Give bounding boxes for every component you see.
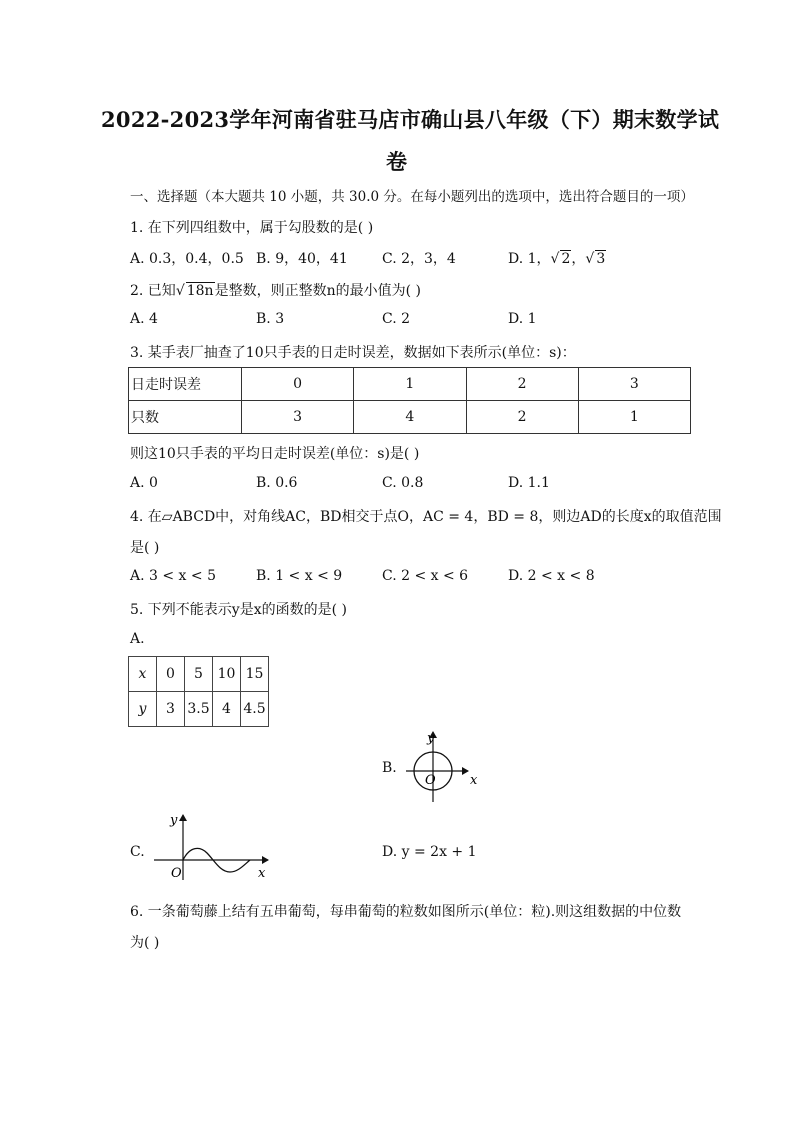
table-cell: 10	[213, 657, 241, 692]
q2-option-d: D. 1	[508, 311, 537, 327]
q5-circle-graph	[400, 726, 490, 804]
q5-option-d: D. y = 2x + 1	[382, 844, 477, 860]
q3-data-table	[128, 367, 691, 434]
q4-option-b: B. 1 < x < 9	[256, 568, 343, 584]
q6-stem-line2: 为( )	[130, 935, 160, 951]
table-cell: 1	[578, 401, 690, 434]
table-cell: 2	[466, 401, 578, 434]
q1-option-d-sep: ，	[571, 251, 586, 267]
q1-option-c: C. 2，3，4	[382, 251, 456, 267]
table-cell: 2	[466, 368, 578, 401]
q2-option-a: A. 4	[130, 311, 158, 327]
table-cell: 4	[213, 692, 241, 727]
q1-option-a: A. 0.3，0.4，0.5	[130, 251, 244, 267]
y-axis-label: y	[170, 813, 178, 828]
table-cell: 0	[242, 368, 354, 401]
table-cell: 只数	[129, 401, 242, 434]
q4-option-c: C. 2 < x < 6	[382, 568, 469, 584]
x-axis-label: x	[258, 866, 266, 881]
q2-stem	[130, 280, 421, 300]
sqrt-symbol: √ 2	[550, 251, 571, 267]
q2-option-c: C. 2	[382, 311, 411, 327]
sqrt-symbol: √ 3	[585, 251, 606, 267]
q1-option-d-prefix: D. 1，	[508, 251, 551, 267]
q3-option-c: C. 0.8	[382, 475, 424, 491]
table-cell: 4	[354, 401, 466, 434]
table-cell: 15	[241, 657, 269, 692]
table-cell: 日走时误差	[129, 368, 242, 401]
q5-stem: 5. 下列不能表示y是x的函数的是( )	[130, 602, 347, 618]
table-row	[129, 401, 691, 434]
section-heading: 一、选择题（本大题共 10 小题，共 30.0 分。在每小题列出的选项中，选出符合题目的一项）	[130, 189, 694, 205]
q5-wave-graph	[150, 810, 275, 882]
y-axis-label: y	[427, 731, 435, 746]
q2-stem-prefix: 2. 已知	[130, 283, 176, 299]
q3-stem: 3. 某手表厂抽查了10只手表的日走时误差，数据如下表所示(单位：s)：	[130, 345, 576, 361]
sqrt-symbol: √ 18n	[175, 283, 214, 299]
table-cell: 5	[185, 657, 213, 692]
q3-option-a: A. 0	[130, 475, 158, 491]
q6-stem-line1: 6. 一条葡萄藤上结有五串葡萄，每串葡萄的粒数如图所示(单位：粒).则这组数据的中位数	[130, 904, 682, 920]
q2-radicand: 18n	[186, 283, 214, 299]
origin-label: O	[425, 773, 436, 788]
q3-option-b: B. 0.6	[256, 475, 298, 491]
q2-option-b: B. 3	[256, 311, 285, 327]
q1-radicand-1: 2	[561, 251, 571, 267]
q1-stem: 1. 在下列四组数中，属于勾股数的是( )	[130, 220, 374, 236]
table-cell: 3.5	[185, 692, 213, 727]
table-cell: 3	[578, 368, 690, 401]
table-cell: y	[129, 692, 157, 727]
table-cell: 4.5	[241, 692, 269, 727]
table-row	[129, 657, 269, 692]
table-row	[129, 692, 269, 727]
q5-option-c-label: C.	[130, 844, 145, 860]
table-cell: 3	[157, 692, 185, 727]
table-row	[129, 368, 691, 401]
q1-option-d	[508, 248, 606, 268]
q1-radicand-2: 3	[596, 251, 606, 267]
q5-xy-table	[128, 656, 269, 727]
q4-stem-line1: 4. 在▱ABCD中，对角线AC，BD相交于点O，AC = 4，BD = 8，则边AD的长度x的取值范围	[130, 509, 722, 525]
table-cell: x	[129, 657, 157, 692]
q4-stem-line2: 是( )	[130, 540, 160, 556]
table-cell: 0	[157, 657, 185, 692]
q3-option-d: D. 1.1	[508, 475, 550, 491]
q4-option-d: D. 2 < x < 8	[508, 568, 595, 584]
table-cell: 3	[242, 401, 354, 434]
q5-option-b-label: B.	[382, 760, 397, 776]
q2-stem-suffix: 是整数，则正整数n的最小值为( )	[214, 283, 421, 299]
page-title-line1: 2022-2023学年河南省驻马店市确山县八年级（下）期末数学试	[101, 107, 720, 132]
origin-label: O	[171, 866, 182, 881]
q4-option-a: A. 3 < x < 5	[130, 568, 216, 584]
q5-option-a-label: A.	[130, 631, 145, 647]
table-cell: 1	[354, 368, 466, 401]
x-axis-label: x	[470, 773, 478, 788]
q1-option-b: B. 9，40，41	[256, 251, 348, 267]
page-title-line2: 卷	[386, 149, 408, 174]
q3-follow: 则这10只手表的平均日走时误差(单位：s)是( )	[130, 446, 420, 462]
